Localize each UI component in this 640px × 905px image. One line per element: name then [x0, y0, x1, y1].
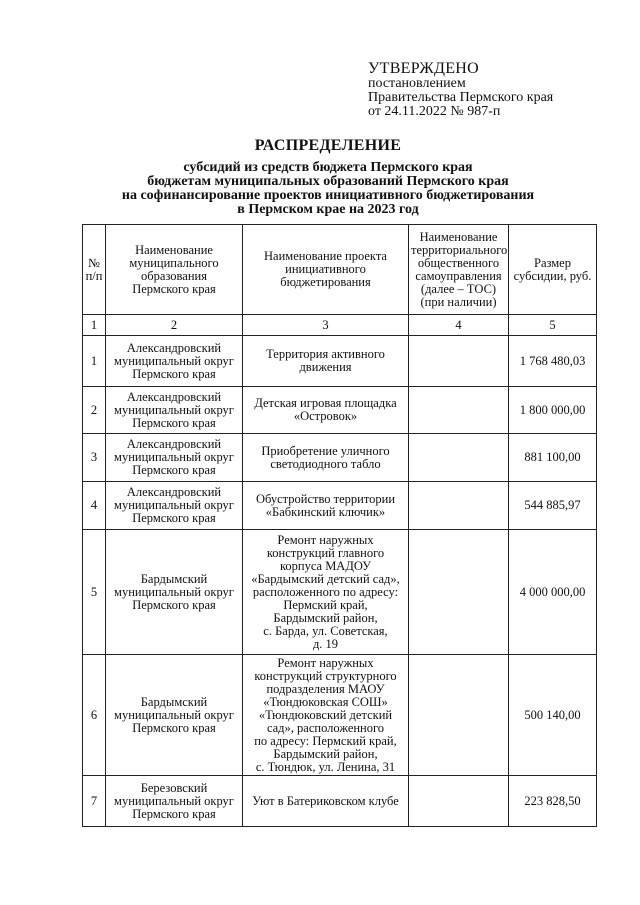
- column-number: 3: [243, 315, 409, 336]
- row-project: Обустройство территории «Бабкинский ключик»: [243, 482, 409, 530]
- subtitle-line: субсидий из средств бюджета Пермского края: [183, 160, 473, 175]
- header-tos: Наименование территориального общественного самоуправления (далее – ТОС) (при наличии): [409, 225, 509, 315]
- row-project: Приобретение уличного светодиодного табло: [243, 434, 409, 482]
- approval-line: постановлением: [368, 76, 466, 91]
- approval-block: [368, 60, 553, 119]
- table-row: [83, 336, 597, 387]
- header-project: Наименование проекта инициативного бюджетирования: [243, 225, 409, 315]
- row-tos: [409, 482, 509, 530]
- row-amount: 1 768 480,03: [509, 336, 597, 387]
- row-amount: 544 885,97: [509, 482, 597, 530]
- row-amount: 881 100,00: [509, 434, 597, 482]
- table-row: [83, 530, 597, 655]
- header-municipality: Наименование муниципального образования Пермского края: [106, 225, 243, 315]
- table-row: [83, 387, 597, 434]
- row-municipality: Березовский муниципальный округ Пермского края: [106, 776, 243, 827]
- row-amount: 223 828,50: [509, 776, 597, 827]
- subtitle-line: в Пермском крае на 2023 год: [237, 202, 419, 217]
- row-tos: [409, 387, 509, 434]
- row-project: Уют в Батериковском клубе: [243, 776, 409, 827]
- approval-line: от 24.11.2022 № 987-п: [368, 104, 501, 119]
- row-municipality: Александровский муниципальный округ Пермского края: [106, 434, 243, 482]
- table-header-row: [83, 225, 597, 315]
- row-project: Ремонт наружных конструкций главного корпуса МАДОУ «Бардымский детский сад», расположенного по адресу: Пермский край, Бардымский район, с. Барда, ул. Советская, д. 19: [243, 530, 409, 655]
- table-row: [83, 655, 597, 776]
- approval-heading: УТВЕРЖДЕНО: [368, 60, 480, 77]
- row-municipality: Бардымский муниципальный округ Пермского края: [106, 655, 243, 776]
- row-num: 3: [83, 434, 106, 482]
- document-title: [60, 136, 596, 217]
- row-municipality: Бардымский муниципальный округ Пермского края: [106, 530, 243, 655]
- row-num: 4: [83, 482, 106, 530]
- row-num: 5: [83, 530, 106, 655]
- table-row: [83, 434, 597, 482]
- row-project: Детская игровая площадка «Островок»: [243, 387, 409, 434]
- subsidy-table: [82, 224, 597, 827]
- subtitle-line: бюджетам муниципальных образований Пермского края: [147, 174, 509, 189]
- column-number: 4: [409, 315, 509, 336]
- row-amount: 500 140,00: [509, 655, 597, 776]
- row-tos: [409, 336, 509, 387]
- row-amount: 4 000 000,00: [509, 530, 597, 655]
- column-number: 5: [509, 315, 597, 336]
- row-amount: 1 800 000,00: [509, 387, 597, 434]
- approval-line: Правительства Пермского края: [368, 90, 554, 105]
- row-project: Территория активного движения: [243, 336, 409, 387]
- title-main: РАСПРЕДЕЛЕНИЕ: [254, 137, 402, 154]
- row-num: 1: [83, 336, 106, 387]
- row-tos: [409, 655, 509, 776]
- table-row: [83, 482, 597, 530]
- row-tos: [409, 530, 509, 655]
- header-num: № п/п: [83, 225, 106, 315]
- row-municipality: Александровский муниципальный округ Пермского края: [106, 482, 243, 530]
- title-subtitle: [60, 161, 596, 217]
- row-tos: [409, 434, 509, 482]
- row-tos: [409, 776, 509, 827]
- column-number: 1: [83, 315, 106, 336]
- table-row: [83, 776, 597, 827]
- row-project: Ремонт наружных конструкций структурного подразделения МАОУ «Тюндюковская СОШ» «Тюндюковский детский сад», расположенного по адресу: Пермский край, Бардымский район, с. Тюндюк, ул. Ленина, 31: [243, 655, 409, 776]
- column-number: 2: [106, 315, 243, 336]
- column-number-row: [83, 315, 597, 336]
- subtitle-line: на софинансирование проектов инициативного бюджетирования: [121, 188, 535, 203]
- row-num: 7: [83, 776, 106, 827]
- row-municipality: Александровский муниципальный округ Пермского края: [106, 387, 243, 434]
- row-num: 2: [83, 387, 106, 434]
- row-municipality: Александровский муниципальный округ Пермского края: [106, 336, 243, 387]
- row-num: 6: [83, 655, 106, 776]
- header-amount: Размер субсидии, руб.: [509, 225, 597, 315]
